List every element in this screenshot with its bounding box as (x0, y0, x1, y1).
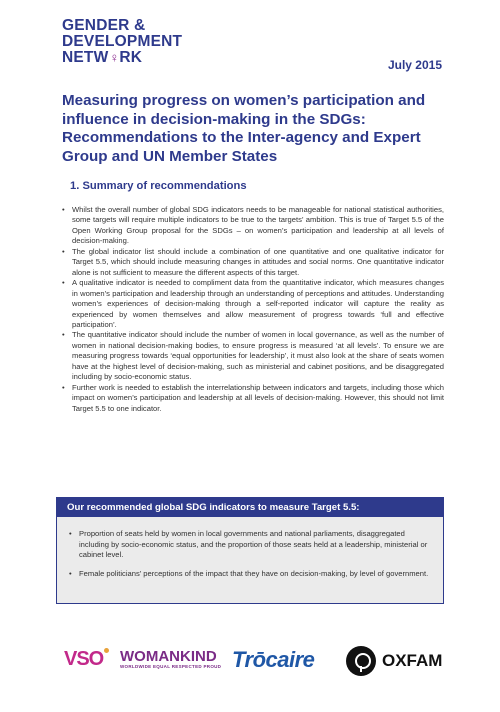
logo-line-3 (62, 50, 182, 66)
womankind-text: WOMANKIND (120, 648, 217, 665)
indicator-item: • Proportion of seats held by women in local governments and national parliaments, disaggregated including by socio-economic status, and the proportion of those seats held at a leadership, ministerial or cabinet level. (67, 529, 429, 561)
partner-logos (60, 646, 450, 680)
recommendation-item: • The quantitative indicator should include the number of women in local governance, as well as the number of women in national decision-making bodies, to ensure progress is measured ‘at all levels’. To ensure we are measuring progress towards ‘equal opportunities for leadership’, it must also look at the share of seats women have at the highest level of decision-making, such as ministerial and cabinet positions, and be disaggregated including by socio-economic status. (60, 330, 444, 382)
vso-logo (64, 648, 109, 671)
trocaire-logo: Trōcaire (232, 647, 315, 672)
section-heading: 1. Summary of recommendations (70, 180, 247, 192)
publication-date: July 2015 (387, 58, 442, 72)
vso-dot-icon (104, 648, 109, 653)
recommendations-list (60, 205, 444, 414)
recommendation-item: • The global indicator list should include a combination of one quantitative and one qualitative indicator for Target 5.5, which should include measuring changes in attitudes and social norms. One quantitative indicator alone is not sufficient to measure the different aspects of this target. (60, 247, 444, 278)
oxfam-logo: OXFAM (382, 651, 443, 670)
document-title: Measuring progress on women’s participation and influence in decision-making in the SDGs: Recommendations to the Inter-agency and Expert Group and UN Member States (62, 92, 426, 165)
womankind-tagline: WORLDWIDE EQUAL RESPECTED PROUD (120, 664, 222, 669)
indicators-list (57, 517, 443, 579)
indicators-box-heading: Our recommended global SDG indicators to measure Target 5.5: (57, 498, 443, 517)
logo-line-1: GENDER & (62, 17, 146, 34)
indicator-item: • Female politicians’ perceptions of the impact that they have on decision-making, by level of government. (67, 569, 429, 580)
vso-text: VSO (64, 648, 104, 670)
indicators-box (56, 497, 444, 604)
logo-line-3-end: RK (119, 49, 143, 66)
logo-line-2: DEVELOPMENT (62, 33, 183, 50)
recommendation-item: • Further work is needed to establish the interrelationship between indicators and targets, including those which impact on women’s participation and leadership at all levels of decision-making. However, this should not limit Target 5.5 to one indicator. (60, 383, 444, 414)
venus-symbol-icon: ♀ (109, 50, 120, 65)
oxfam-symbol-icon (346, 646, 376, 676)
recommendation-item: • Whilst the overall number of global SDG indicators needs to be manageable for national statistical authorities, some targets will require multiple indicators to be true to the targets’ ambition. This is true of Target 5.5 of the Open Working Group proposal for the SDGs – on women’s participation and leadership at all levels of decision-making. (60, 205, 444, 247)
womankind-logo (120, 650, 221, 670)
recommendation-item: • A qualitative indicator is needed to compliment data from the quantitative indicator, which measures changes in women’s participation and leadership through an understanding of perceptions and attitudes. Understanding women’s experiences of decision-making through a self-reported indicator will capture the reality as experienced by women themselves and allow measurement of progress towards ‘full and effective participation’. (60, 278, 444, 330)
logo-line-3-start: NETW (62, 49, 109, 66)
gadn-logo (62, 18, 182, 66)
